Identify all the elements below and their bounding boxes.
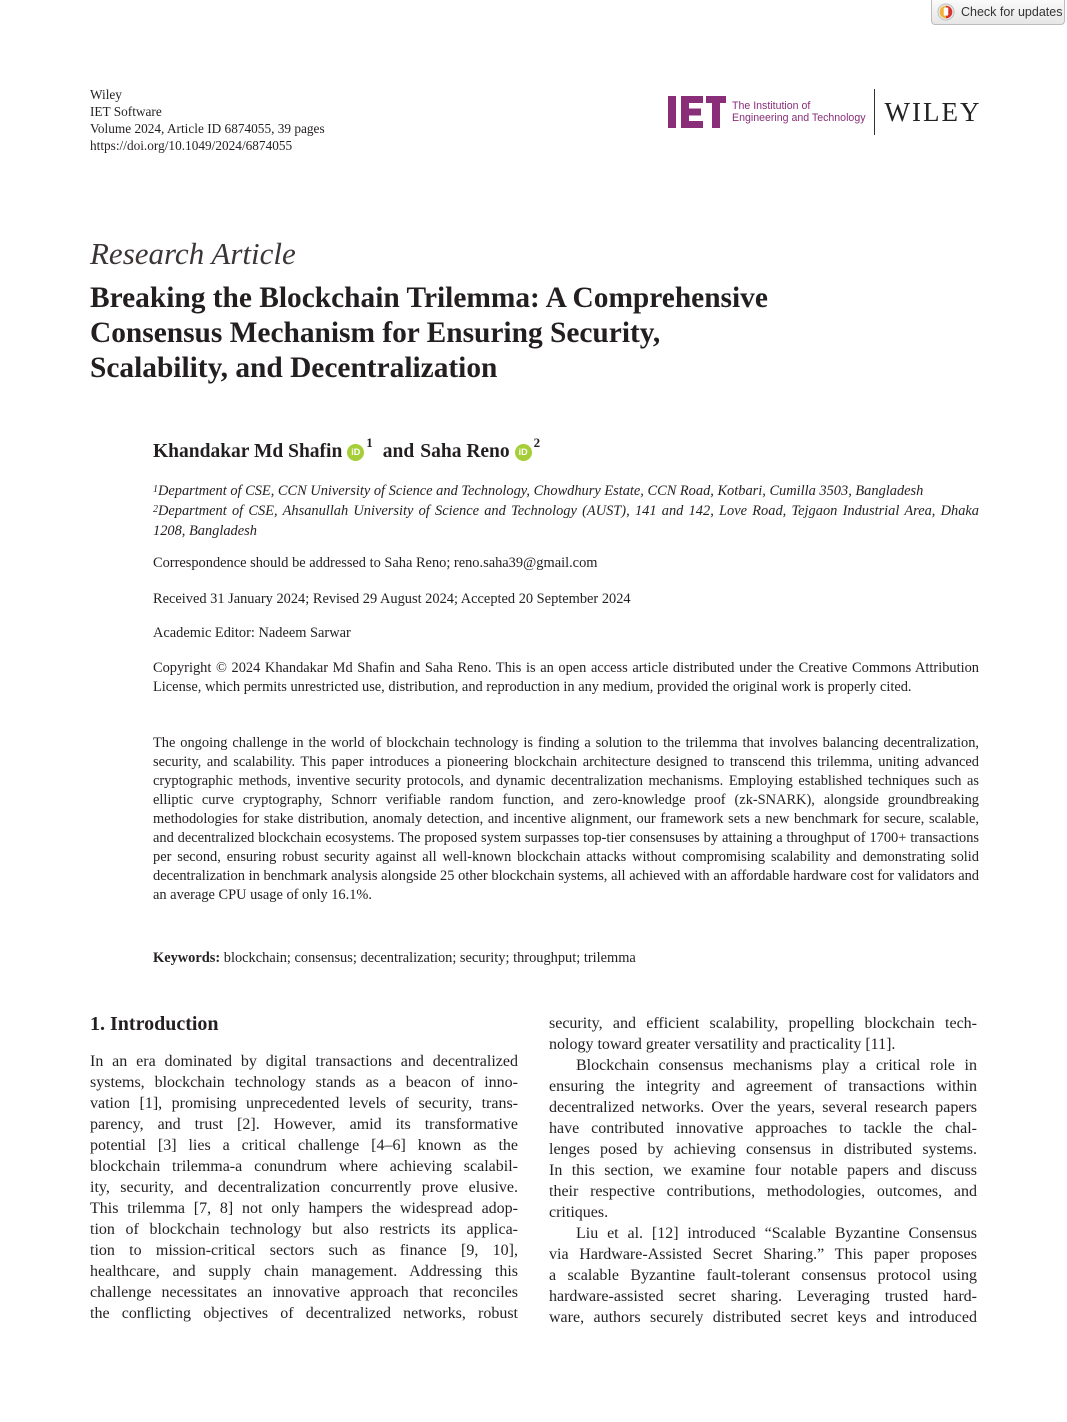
text-line: Blockchain consensus mechanisms play a critical role in xyxy=(576,1057,977,1074)
keywords-list: blockchain; consensus; decentralization; security; throughput; trilemma xyxy=(223,950,636,966)
text-line: In an era dominated by digital transactions and decentralized xyxy=(90,1053,518,1070)
iet-logo xyxy=(668,96,726,128)
publisher-logos xyxy=(668,88,981,136)
academic-editor: Academic Editor: Nadeem Sarwar xyxy=(153,625,351,641)
journal-header xyxy=(90,86,325,154)
keywords-label: Keywords: xyxy=(153,950,221,966)
author-connector: and xyxy=(382,441,415,462)
article-dates: Received 31 January 2024; Revised 29 August 2024; Accepted 20 September 2024 xyxy=(153,591,631,607)
text-line: nology toward greater versatility and practicality [11]. xyxy=(549,1036,896,1053)
text-line: healthcare, and supply chain management. Addressing this xyxy=(90,1263,518,1280)
orcid-icon[interactable]: iD xyxy=(347,444,364,461)
paper-title xyxy=(90,281,910,386)
text-line: challenge necessitates an innovative approach that reconciles xyxy=(90,1284,518,1301)
affiliation-1: $^1$Department of CSE, CCN University of Science and Technology, Chowdhury Estate, CCN Road, Kotbari, Cumilla 3503, Bangladesh xyxy=(153,483,924,499)
article-type: Research Article xyxy=(90,236,296,271)
text-line: tion of blockchain technology but also restricts its applica- xyxy=(90,1221,518,1238)
text-line: their respective contributions, methodologies, outcomes, and xyxy=(549,1183,977,1200)
text-line: have contributed innovative approaches to tackle the chal- xyxy=(549,1120,977,1137)
text-line: This trilemma [7, 8] not only hampers the widespread adop- xyxy=(90,1200,518,1217)
section-heading: 1. Introduction xyxy=(90,1013,219,1035)
affiliation-marker: 1 xyxy=(366,434,373,450)
text-line: ware, authors securely distributed secret keys and introduced xyxy=(549,1309,977,1326)
keywords xyxy=(153,949,979,968)
title-line: Scalability, and Decentralization xyxy=(90,352,498,384)
publisher-name: Wiley xyxy=(90,87,122,102)
text-line: vation [1], promising unprecedented levels of security, trans- xyxy=(90,1095,518,1112)
author-name: Saha Reno xyxy=(420,441,510,462)
iet-logo-text: The Institution of Engineering and Technology xyxy=(732,100,866,124)
affiliation-marker: 2 xyxy=(533,434,541,450)
text-line: parency, and trust [2]. However, amid its transformative xyxy=(90,1116,518,1133)
text-line: ity, security, and decentralization concurrently prove elusive. xyxy=(90,1179,518,1196)
text-line: tion to mission-critical sectors such as finance [9, 10], xyxy=(90,1242,518,1259)
text-line: blockchain trilemma-a conundrum where achieving scalabil- xyxy=(90,1158,518,1175)
text-line: a scalable Byzantine fault-tolerant consensus protocol using xyxy=(549,1267,977,1284)
copyright-notice: Copyright © 2024 Khandakar Md Shafin and Saha Reno. This is an open access article distributed under the Creative Commons Attribution License, which permits unrestricted use, distribution, and reproduction in any medium, provided the original work is properly cited. xyxy=(153,660,979,695)
text-line: systems, blockchain technology stands as a beacon of inno- xyxy=(90,1074,518,1091)
text-line: potential [3] lies a critical challenge [4–6] known as the xyxy=(90,1137,518,1154)
text-line: ensuring the integrity and agreement of transactions within xyxy=(549,1078,977,1095)
body-column-left xyxy=(90,1051,518,1324)
affiliations xyxy=(153,482,979,541)
title-line: Consensus Mechanism for Ensuring Security, xyxy=(90,317,661,349)
wiley-logo: WILEY xyxy=(884,96,982,127)
doi-link[interactable]: https://doi.org/10.1049/2024/6874055 xyxy=(90,138,293,153)
correspondence: Correspondence should be addressed to Saha Reno; reno.saha39@gmail.com xyxy=(153,555,598,571)
text-line: security, and efficient scalability, propelling blockchain tech- xyxy=(549,1015,977,1032)
journal-name: IET Software xyxy=(90,104,162,119)
author-list xyxy=(153,434,541,463)
logo-divider xyxy=(874,89,875,135)
text-line: via Hardware-Assisted Secret Sharing.” This paper proposes xyxy=(549,1246,977,1263)
check-for-updates-button[interactable] xyxy=(931,0,1065,25)
text-line: decentralized networks. Over the years, several research papers xyxy=(549,1099,977,1116)
text-line: hardware-assisted secret sharing. Leveraging trusted hard- xyxy=(549,1288,977,1305)
affiliation-2: $^2$Department of CSE, Ahsanullah University of Science and Technology (AUST), 141 and 142, Love Road, Tejgaon Industrial Area, Dhaka 1208, Bangladesh xyxy=(153,503,979,539)
author-name: Khandakar Md Shafin xyxy=(153,441,343,462)
body-column-right xyxy=(549,1013,977,1328)
title-line: Breaking the Blockchain Trilemma: A Comprehensive xyxy=(90,282,768,314)
text-line: the conflicting objectives of decentralized networks, robust xyxy=(90,1305,518,1322)
text-line: In this section, we examine four notable papers and discuss xyxy=(549,1162,977,1179)
text-line: critiques. xyxy=(549,1204,609,1221)
orcid-icon[interactable]: iD xyxy=(515,444,532,461)
volume-info: Volume 2024, Article ID 6874055, 39 pages xyxy=(90,121,325,136)
abstract: The ongoing challenge in the world of blockchain technology is finding a solution to the trilemma that involves balancing decentralization, security, and scalability. This paper introduces a pioneering blockchain architecture designed to transcend this trilemma, uniting advanced cryptographic methods, inventive security protocols, and dynamic decentralization mechanisms. Employing established techniques such as elliptic curve cryptography, Schnorr verifiable random function, and zero-knowledge proof (zk-SNARK), alongside groundbreaking methodologies for stake distribution, anomaly detection, and incentive alignment, our framework sets a new benchmark for secure, scalable, and decentralized blockchain ecosystems. The proposed system surpasses top-tier consensuses by attaining a throughput of 1700+ transactions per second, ensuring robust security against all well-known blockchain attacks without compromising scalability and demonstrating solid decentralization in benchmark analysis alongside 25 other blockchain systems, all achieved with an affordable hardware cost for validators and an average CPU usage of only 16.1%. xyxy=(153,735,979,903)
text-line: lenges posed by achieving consensus in distributed systems. xyxy=(549,1141,977,1158)
check-for-updates-label: Check for updates xyxy=(961,5,1063,19)
text-line: Liu et al. [12] introduced “Scalable Byzantine Consensus xyxy=(576,1225,977,1242)
check-for-updates-icon xyxy=(937,3,955,21)
